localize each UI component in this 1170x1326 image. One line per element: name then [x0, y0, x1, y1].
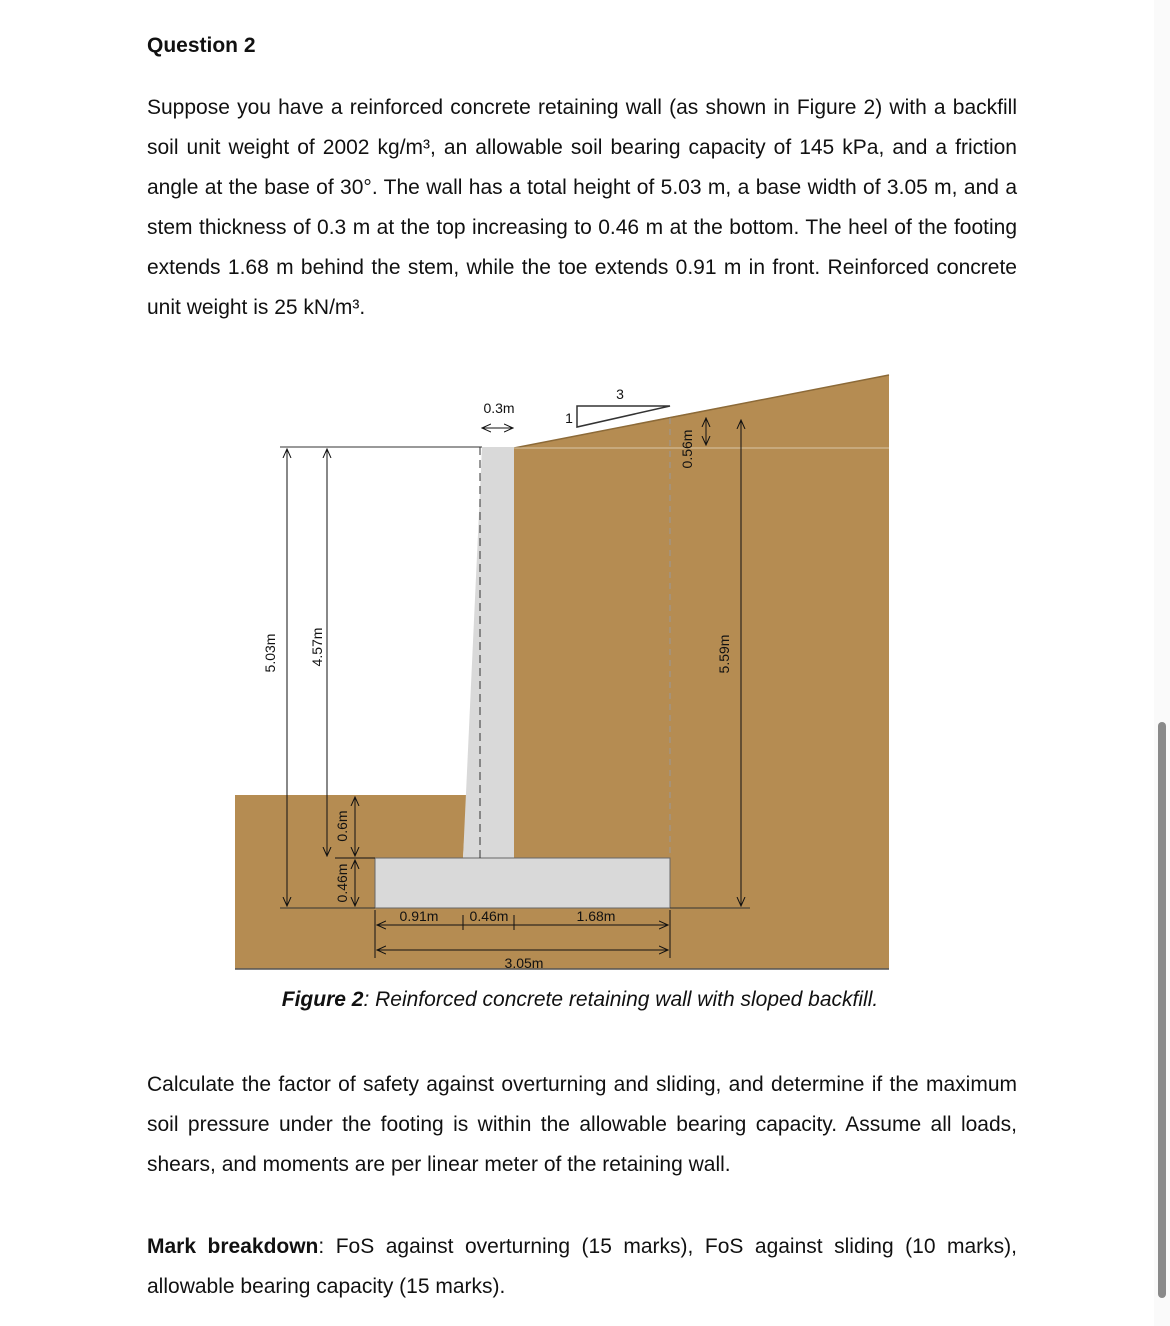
mark-breakdown-text: : FoS against overturning (15 marks), FoS against sliding (10 marks), allowable bearing capacity (15 marks).: [147, 1235, 1017, 1298]
problem-statement: Suppose you have a reinforced concrete retaining wall (as shown in Figure 2) with a backfill soil unit weight of 2002 kg/m³, an allowable soil bearing capacity of 145 kPa, and a friction angle at the base of 30°. The wall has a total height of 5.03 m, a base width of 3.05 m, and a stem thickness of 0.3 m at the top increasing to 0.46 m at the bottom. The heel of the footing extends 1.68 m behind the stem, while the toe extends 0.91 m in front. Reinforced concrete unit weight is 25 kN/m³.: [147, 96, 1017, 319]
scrollbar-thumb[interactable]: [1158, 722, 1166, 1298]
question-text: Calculate the factor of safety against overturning and sliding, and determine if the maximum soil pressure under the footing is within the allowable bearing capacity. Assume all loads, shears, and moments are per linear meter of the retaining wall.: [147, 1073, 1017, 1176]
toe-depth-label: 0.46m: [334, 863, 350, 903]
wall-stem: [463, 447, 514, 858]
stem-height-label: 4.57m: [309, 627, 325, 667]
figure-caption: [0, 988, 1160, 1012]
mark-breakdown: [147, 1227, 1017, 1307]
caption-text: : Reinforced concrete retaining wall with sloped backfill.: [363, 988, 879, 1011]
heel-height-label: 5.59m: [716, 634, 732, 674]
backfill-soil: [514, 375, 889, 908]
stem-base-label: 0.46m: [469, 908, 509, 924]
base-thickness-label: 0.6m: [334, 810, 350, 842]
base-width-label: 3.05m: [504, 955, 544, 971]
foundation-soil: [235, 908, 889, 969]
toe-label: 0.91m: [399, 908, 439, 924]
total-height-label: 5.03m: [262, 633, 278, 673]
footing: [375, 858, 670, 908]
surcharge-label: 0.56m: [679, 429, 695, 469]
slope-rise-label: 1: [565, 410, 573, 426]
caption-label: Figure 2: [281, 988, 364, 1011]
heel-label: 1.68m: [576, 908, 616, 924]
slope-run-label: 3: [616, 386, 624, 402]
stem-top-label: 0.3m: [483, 400, 515, 416]
question-heading: Question 2: [147, 34, 256, 57]
mark-breakdown-label: Mark breakdown: [147, 1235, 319, 1258]
